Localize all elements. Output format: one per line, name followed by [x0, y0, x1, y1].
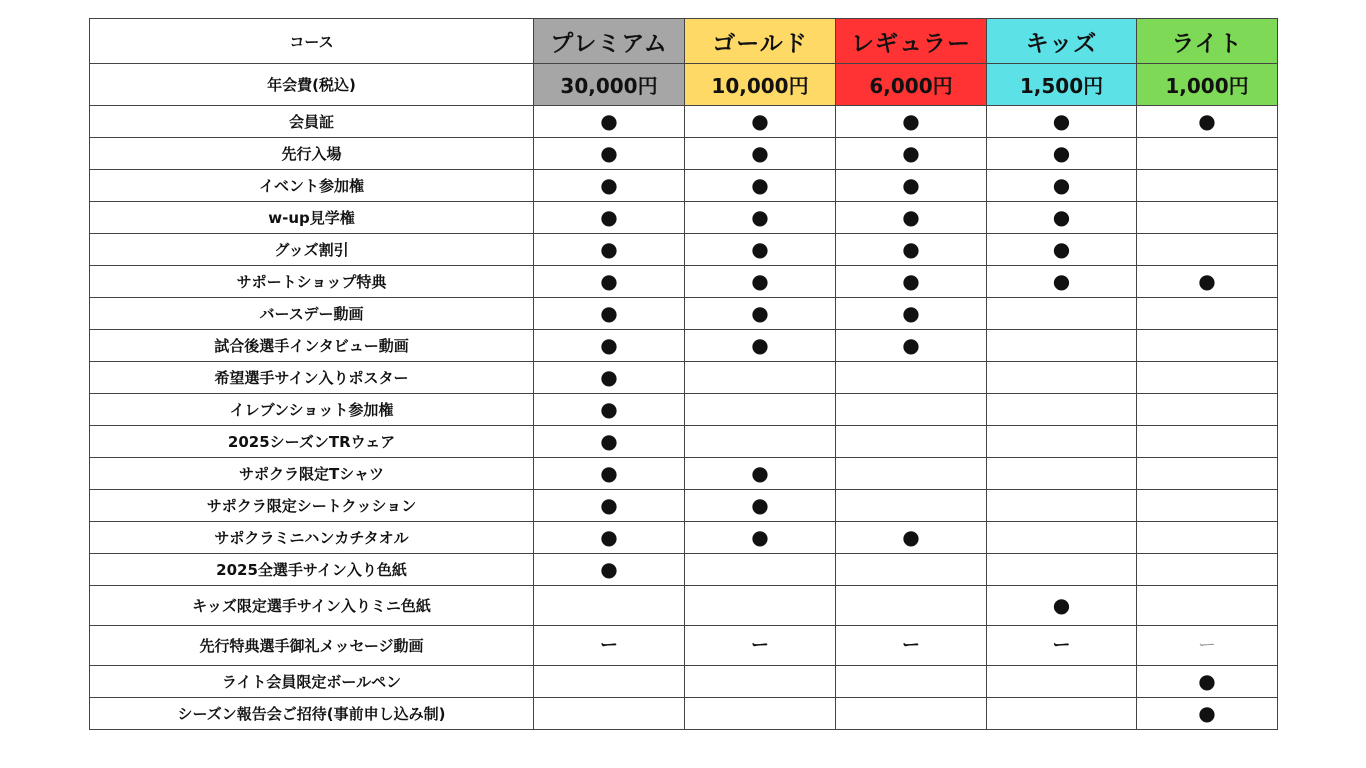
- feature-cell-regular: [836, 626, 987, 666]
- included-dot-icon: ●: [600, 557, 618, 581]
- feature-cell-premium: [534, 170, 685, 202]
- feature-cell-regular: [836, 138, 987, 170]
- feature-cell-regular: [836, 586, 987, 626]
- feature-cell-regular: [836, 298, 987, 330]
- feature-cell-gold: [685, 266, 836, 298]
- feature-cell-gold: [685, 202, 836, 234]
- feature-row: [90, 170, 1278, 202]
- included-dot-icon: ●: [1198, 701, 1216, 725]
- feature-cell-light: [1137, 394, 1278, 426]
- feature-label: イレブンショット参加権: [90, 394, 534, 426]
- feature-cell-gold: [685, 698, 836, 730]
- feature-label: 先行入場: [90, 138, 534, 170]
- annual-fee-row: [90, 64, 1278, 106]
- included-dot-icon: ●: [600, 493, 618, 517]
- feature-row: [90, 266, 1278, 298]
- feature-label: シーズン報告会ご招待(事前申し込み制): [90, 698, 534, 730]
- feature-cell-kids: [987, 626, 1137, 666]
- plan-fee-regular: 6,000円: [836, 64, 987, 106]
- included-dot-icon: ●: [751, 109, 769, 133]
- included-dot-icon: ●: [600, 461, 618, 485]
- included-dot-icon: ●: [751, 461, 769, 485]
- feature-cell-kids: [987, 586, 1137, 626]
- included-dot-icon: ●: [600, 429, 618, 453]
- feature-cell-kids: [987, 170, 1137, 202]
- feature-cell-gold: [685, 586, 836, 626]
- feature-label: サポクラ限定シートクッション: [90, 490, 534, 522]
- feature-cell-light: [1137, 202, 1278, 234]
- feature-cell-premium: [534, 202, 685, 234]
- feature-cell-premium: [534, 698, 685, 730]
- feature-row: [90, 202, 1278, 234]
- feature-label: 会員証: [90, 106, 534, 138]
- feature-cell-premium: [534, 138, 685, 170]
- feature-row: [90, 234, 1278, 266]
- plan-name-light: ライト: [1137, 19, 1278, 64]
- feature-cell-premium: [534, 426, 685, 458]
- not-applicable-dash: ー: [1198, 635, 1216, 656]
- plan-fee-premium: 30,000円: [534, 64, 685, 106]
- feature-row: [90, 666, 1278, 698]
- included-dot-icon: ●: [751, 525, 769, 549]
- feature-row: [90, 394, 1278, 426]
- feature-cell-premium: [534, 266, 685, 298]
- feature-cell-kids: [987, 426, 1137, 458]
- included-dot-icon: ●: [751, 205, 769, 229]
- feature-cell-gold: [685, 330, 836, 362]
- not-applicable-dash: ー: [1052, 635, 1071, 656]
- feature-cell-kids: [987, 554, 1137, 586]
- feature-cell-premium: [534, 394, 685, 426]
- feature-cell-light: [1137, 666, 1278, 698]
- included-dot-icon: ●: [751, 493, 769, 517]
- feature-label: 希望選手サイン入りポスター: [90, 362, 534, 394]
- feature-cell-premium: [534, 626, 685, 666]
- feature-label: 2025全選手サイン入り色紙: [90, 554, 534, 586]
- feature-row: [90, 626, 1278, 666]
- feature-cell-kids: [987, 698, 1137, 730]
- included-dot-icon: ●: [1052, 237, 1071, 261]
- included-dot-icon: ●: [1198, 109, 1216, 133]
- included-dot-icon: ●: [1052, 205, 1071, 229]
- included-dot-icon: ●: [1052, 173, 1071, 197]
- feature-cell-gold: [685, 298, 836, 330]
- plan-fee-kids: 1,500円: [987, 64, 1137, 106]
- included-dot-icon: ●: [751, 333, 769, 357]
- feature-row: [90, 362, 1278, 394]
- feature-cell-kids: [987, 138, 1137, 170]
- included-dot-icon: ●: [1198, 669, 1216, 693]
- plan-fee-gold: 10,000円: [685, 64, 836, 106]
- feature-cell-regular: [836, 554, 987, 586]
- included-dot-icon: ●: [600, 173, 618, 197]
- included-dot-icon: ●: [1198, 269, 1216, 293]
- included-dot-icon: ●: [902, 141, 920, 165]
- course-header-row: [90, 19, 1278, 64]
- feature-cell-light: [1137, 698, 1278, 730]
- included-dot-icon: ●: [751, 173, 769, 197]
- feature-cell-kids: [987, 234, 1137, 266]
- not-applicable-dash: ー: [751, 635, 769, 656]
- feature-label: サポクラミニハンカチタオル: [90, 522, 534, 554]
- included-dot-icon: ●: [600, 365, 618, 389]
- feature-cell-kids: [987, 522, 1137, 554]
- feature-cell-gold: [685, 666, 836, 698]
- feature-cell-gold: [685, 138, 836, 170]
- feature-label: w-up見学権: [90, 202, 534, 234]
- plan-name-kids: キッズ: [987, 19, 1137, 64]
- plan-name-premium: プレミアム: [534, 19, 685, 64]
- feature-label: サポクラ限定Tシャツ: [90, 458, 534, 490]
- feature-cell-light: [1137, 298, 1278, 330]
- feature-row: [90, 554, 1278, 586]
- feature-row: [90, 586, 1278, 626]
- feature-cell-kids: [987, 362, 1137, 394]
- included-dot-icon: ●: [902, 333, 920, 357]
- feature-cell-gold: [685, 626, 836, 666]
- feature-cell-regular: [836, 106, 987, 138]
- feature-cell-regular: [836, 202, 987, 234]
- feature-cell-premium: [534, 298, 685, 330]
- feature-cell-regular: [836, 490, 987, 522]
- feature-label: バースデー動画: [90, 298, 534, 330]
- feature-cell-kids: [987, 266, 1137, 298]
- feature-row: [90, 522, 1278, 554]
- feature-cell-premium: [534, 554, 685, 586]
- feature-row: [90, 138, 1278, 170]
- included-dot-icon: ●: [600, 333, 618, 357]
- feature-cell-regular: [836, 170, 987, 202]
- included-dot-icon: ●: [751, 301, 769, 325]
- feature-cell-light: [1137, 426, 1278, 458]
- feature-label: 先行特典選手御礼メッセージ動画: [90, 626, 534, 666]
- feature-cell-gold: [685, 234, 836, 266]
- course-label: コース: [90, 19, 534, 64]
- feature-cell-kids: [987, 666, 1137, 698]
- included-dot-icon: ●: [902, 525, 920, 549]
- included-dot-icon: ●: [600, 237, 618, 261]
- plan-name-regular: レギュラー: [836, 19, 987, 64]
- feature-cell-kids: [987, 330, 1137, 362]
- feature-label: サポートショップ特典: [90, 266, 534, 298]
- feature-cell-regular: [836, 234, 987, 266]
- feature-label: グッズ割引: [90, 234, 534, 266]
- feature-cell-premium: [534, 522, 685, 554]
- feature-row: [90, 458, 1278, 490]
- not-applicable-dash: ー: [600, 635, 618, 656]
- included-dot-icon: ●: [902, 109, 920, 133]
- feature-cell-regular: [836, 458, 987, 490]
- included-dot-icon: ●: [902, 269, 920, 293]
- membership-comparison-table: [89, 18, 1278, 730]
- feature-cell-regular: [836, 666, 987, 698]
- plan-name-gold: ゴールド: [685, 19, 836, 64]
- feature-cell-premium: [534, 490, 685, 522]
- feature-label: キッズ限定選手サイン入りミニ色紙: [90, 586, 534, 626]
- feature-cell-regular: [836, 698, 987, 730]
- feature-label: ライト会員限定ボールペン: [90, 666, 534, 698]
- feature-label: 2025シーズンTRウェア: [90, 426, 534, 458]
- feature-cell-premium: [534, 458, 685, 490]
- feature-cell-gold: [685, 362, 836, 394]
- included-dot-icon: ●: [751, 237, 769, 261]
- feature-row: [90, 490, 1278, 522]
- feature-cell-kids: [987, 458, 1137, 490]
- plan-fee-light: 1,000円: [1137, 64, 1278, 106]
- feature-cell-light: [1137, 106, 1278, 138]
- feature-cell-kids: [987, 106, 1137, 138]
- feature-cell-regular: [836, 266, 987, 298]
- feature-cell-kids: [987, 394, 1137, 426]
- feature-cell-kids: [987, 298, 1137, 330]
- feature-cell-light: [1137, 266, 1278, 298]
- included-dot-icon: ●: [600, 525, 618, 549]
- feature-cell-gold: [685, 522, 836, 554]
- not-applicable-dash: ー: [902, 635, 920, 656]
- feature-row: [90, 426, 1278, 458]
- feature-label: 試合後選手インタビュー動画: [90, 330, 534, 362]
- feature-cell-gold: [685, 394, 836, 426]
- feature-cell-light: [1137, 234, 1278, 266]
- included-dot-icon: ●: [1052, 141, 1071, 165]
- included-dot-icon: ●: [902, 173, 920, 197]
- feature-cell-premium: [534, 330, 685, 362]
- feature-row: [90, 698, 1278, 730]
- feature-row: [90, 298, 1278, 330]
- feature-cell-gold: [685, 170, 836, 202]
- feature-cell-gold: [685, 106, 836, 138]
- feature-cell-regular: [836, 330, 987, 362]
- annual-fee-label: 年会費(税込): [90, 64, 534, 106]
- feature-cell-premium: [534, 586, 685, 626]
- included-dot-icon: ●: [902, 301, 920, 325]
- feature-cell-premium: [534, 666, 685, 698]
- feature-cell-premium: [534, 234, 685, 266]
- feature-cell-light: [1137, 490, 1278, 522]
- feature-cell-kids: [987, 202, 1137, 234]
- feature-cell-regular: [836, 426, 987, 458]
- feature-cell-gold: [685, 426, 836, 458]
- feature-cell-light: [1137, 170, 1278, 202]
- feature-cell-regular: [836, 522, 987, 554]
- included-dot-icon: ●: [751, 269, 769, 293]
- included-dot-icon: ●: [600, 205, 618, 229]
- included-dot-icon: ●: [600, 109, 618, 133]
- included-dot-icon: ●: [600, 269, 618, 293]
- feature-cell-light: [1137, 554, 1278, 586]
- feature-cell-light: [1137, 458, 1278, 490]
- feature-cell-light: [1137, 626, 1278, 666]
- feature-cell-gold: [685, 554, 836, 586]
- feature-row: [90, 106, 1278, 138]
- included-dot-icon: ●: [1052, 593, 1071, 617]
- included-dot-icon: ●: [600, 397, 618, 421]
- feature-cell-premium: [534, 106, 685, 138]
- included-dot-icon: ●: [600, 141, 618, 165]
- feature-cell-light: [1137, 362, 1278, 394]
- feature-cell-light: [1137, 330, 1278, 362]
- feature-cell-kids: [987, 490, 1137, 522]
- feature-cell-light: [1137, 522, 1278, 554]
- feature-cell-regular: [836, 394, 987, 426]
- feature-rows: [90, 106, 1278, 730]
- feature-row: [90, 330, 1278, 362]
- included-dot-icon: ●: [902, 205, 920, 229]
- included-dot-icon: ●: [1052, 109, 1071, 133]
- included-dot-icon: ●: [751, 141, 769, 165]
- feature-cell-gold: [685, 458, 836, 490]
- included-dot-icon: ●: [600, 301, 618, 325]
- feature-cell-gold: [685, 490, 836, 522]
- feature-cell-light: [1137, 138, 1278, 170]
- included-dot-icon: ●: [902, 237, 920, 261]
- feature-cell-premium: [534, 362, 685, 394]
- included-dot-icon: ●: [1052, 269, 1071, 293]
- feature-cell-light: [1137, 586, 1278, 626]
- feature-cell-regular: [836, 362, 987, 394]
- feature-label: イベント参加権: [90, 170, 534, 202]
